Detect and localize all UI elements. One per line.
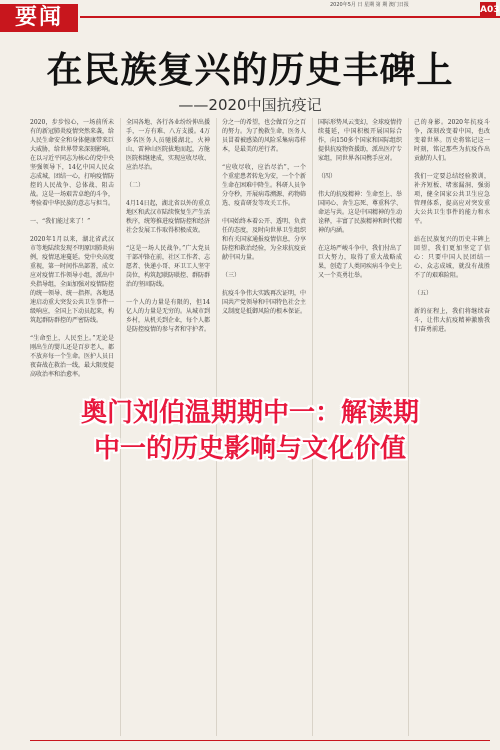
overlay-caption bbox=[0, 395, 500, 467]
article-column-4: 国际形势风云变幻，全球疫情持续蔓延，中国积极开展国际合作，向150多个国家和国际组织提供抗疫物资援助，派出医疗专家组，同世界各国携手应对。 （四） 伟大的抗疫精神：生命至上、举国同心、舍生忘死、尊重科学、命运与共。这是中国精神的生动诠释，丰富了民族精神和时代精神的内涵。 在这场严峻斗争中，我们付出了巨大努力，取得了重大战略成果，创造了人类同疾病斗争史上又一个英勇壮举。 bbox=[318, 119, 402, 279]
article-headline: 在民族复兴的历史丰碑上 bbox=[46, 49, 454, 91]
overlay-caption-line-2: 中一的历史影响与文化价值 bbox=[93, 434, 406, 464]
article-column-2: 全国各地、各行各业纷纷伸出援手，一方有难、八方支援。4万多名医务人员驰援湖北，火神山、雷神山医院拔地而起，方舱医院相继建成，实现应收尽收、应治尽治。 （二） 4月14日起，湖北省以外的重点地区和武汉市陆续恢复生产生活秩序，统筹推进疫情防控和经济社会发展工作取得积极成效。 “这是一场人民战争。”广大党员干部冲锋在前，社区工作者、志愿者、快递小哥、环卫工人坚守岗位，构筑起联防联控、群防群治的坚固防线。 一个人的力量是有限的，但14亿人的力量是无穷的。从城市到乡村，从机关到企业，每个人都是防控疫情的参与者和守护者。 bbox=[126, 119, 210, 333]
article-column-1: 2020，步步惊心，一场前所未有的新冠肺炎疫情突然来袭，给人民生命安全和身体健康带来巨大威胁，给世界带来深刻影响。在以习近平同志为核心的党中央坚强领导下，14亿中国人民众志成城，团结一心，打响疫情防控的人民战争、总体战、阻击战。这是一场艰苦卓绝的斗争，考验着中华民族的意志与担当。 一、“我们能过来了！” 2020年1月以来，湖北省武汉市等地陆续发现不明原因肺炎病例，疫情迅速蔓延。党中央高度重视，第一时间作出部署，成立应对疫情工作领导小组，派出中央指导组，全面加强对疫情防控的统一领导、统一指挥。各地迅速启动重大突发公共卫生事件一级响应，全国上下动员起来，构筑起群防群控的严密防线。 “生命至上，人民至上。”无论是刚出生的婴儿还是百岁老人，都不放弃每一个生命。医护人员日夜奋战在救治一线，最大限度提高收治率和治愈率。 bbox=[30, 119, 114, 378]
article-subhead: ——2020中国抗疫记 bbox=[178, 96, 322, 114]
masthead-rule bbox=[80, 16, 360, 18]
issue-meta: 2020年5月 日 星期 第 期 澳门日报 bbox=[330, 2, 409, 8]
article-column-5: 己的身影。2020年抗疫斗争，深刻改变着中国，也改变着世界。历史将铭记这一时刻，铭记那些为抗疫作出贡献的人们。 我们一定要总结经验教训，补齐短板、堵塞漏洞、强弱项，健全国家公共卫生应急管理体系，提高应对突发重大公共卫生事件的能力和水平。 站在民族复兴的历史丰碑上回望，我们更加坚定了信心：只要中国人民团结一心、众志成城，就没有战胜不了的艰难险阻。 （五） 新的征程上，我们将继续奋斗，让伟大抗疫精神激励我们奋勇前进。 bbox=[414, 119, 490, 333]
section-label: 要闻 bbox=[0, 4, 78, 32]
page-number: A03 bbox=[480, 2, 496, 18]
article-column-3: 分之一的希望，也会做百分之百的努力。为了挽救生命，医务人员冒着被感染的风险采集病毒样本，是最美的逆行者。 “应收尽收，应治尽治”，一个个重症患者转危为安，一个个新生命在困难中降生。科研人员争分夺秒，开展病毒溯源、药物筛选、疫苗研发等攻关工作。 中国始终本着公开、透明、负责任的态度，及时向世界卫生组织和有关国家通报疫情信息，分享防控和救治经验，为全球抗疫贡献中国力量。 （三） 抗疫斗争伟大实践再次证明，中国共产党领导和中国特色社会主义制度是抵御风险的根本保证。 bbox=[222, 119, 306, 315]
footer-rule bbox=[30, 740, 490, 741]
masthead bbox=[0, 0, 500, 38]
overlay-caption-line-1: 奥门刘伯温期期中一：解读期 bbox=[80, 398, 419, 428]
masthead-rule-right bbox=[360, 16, 500, 18]
